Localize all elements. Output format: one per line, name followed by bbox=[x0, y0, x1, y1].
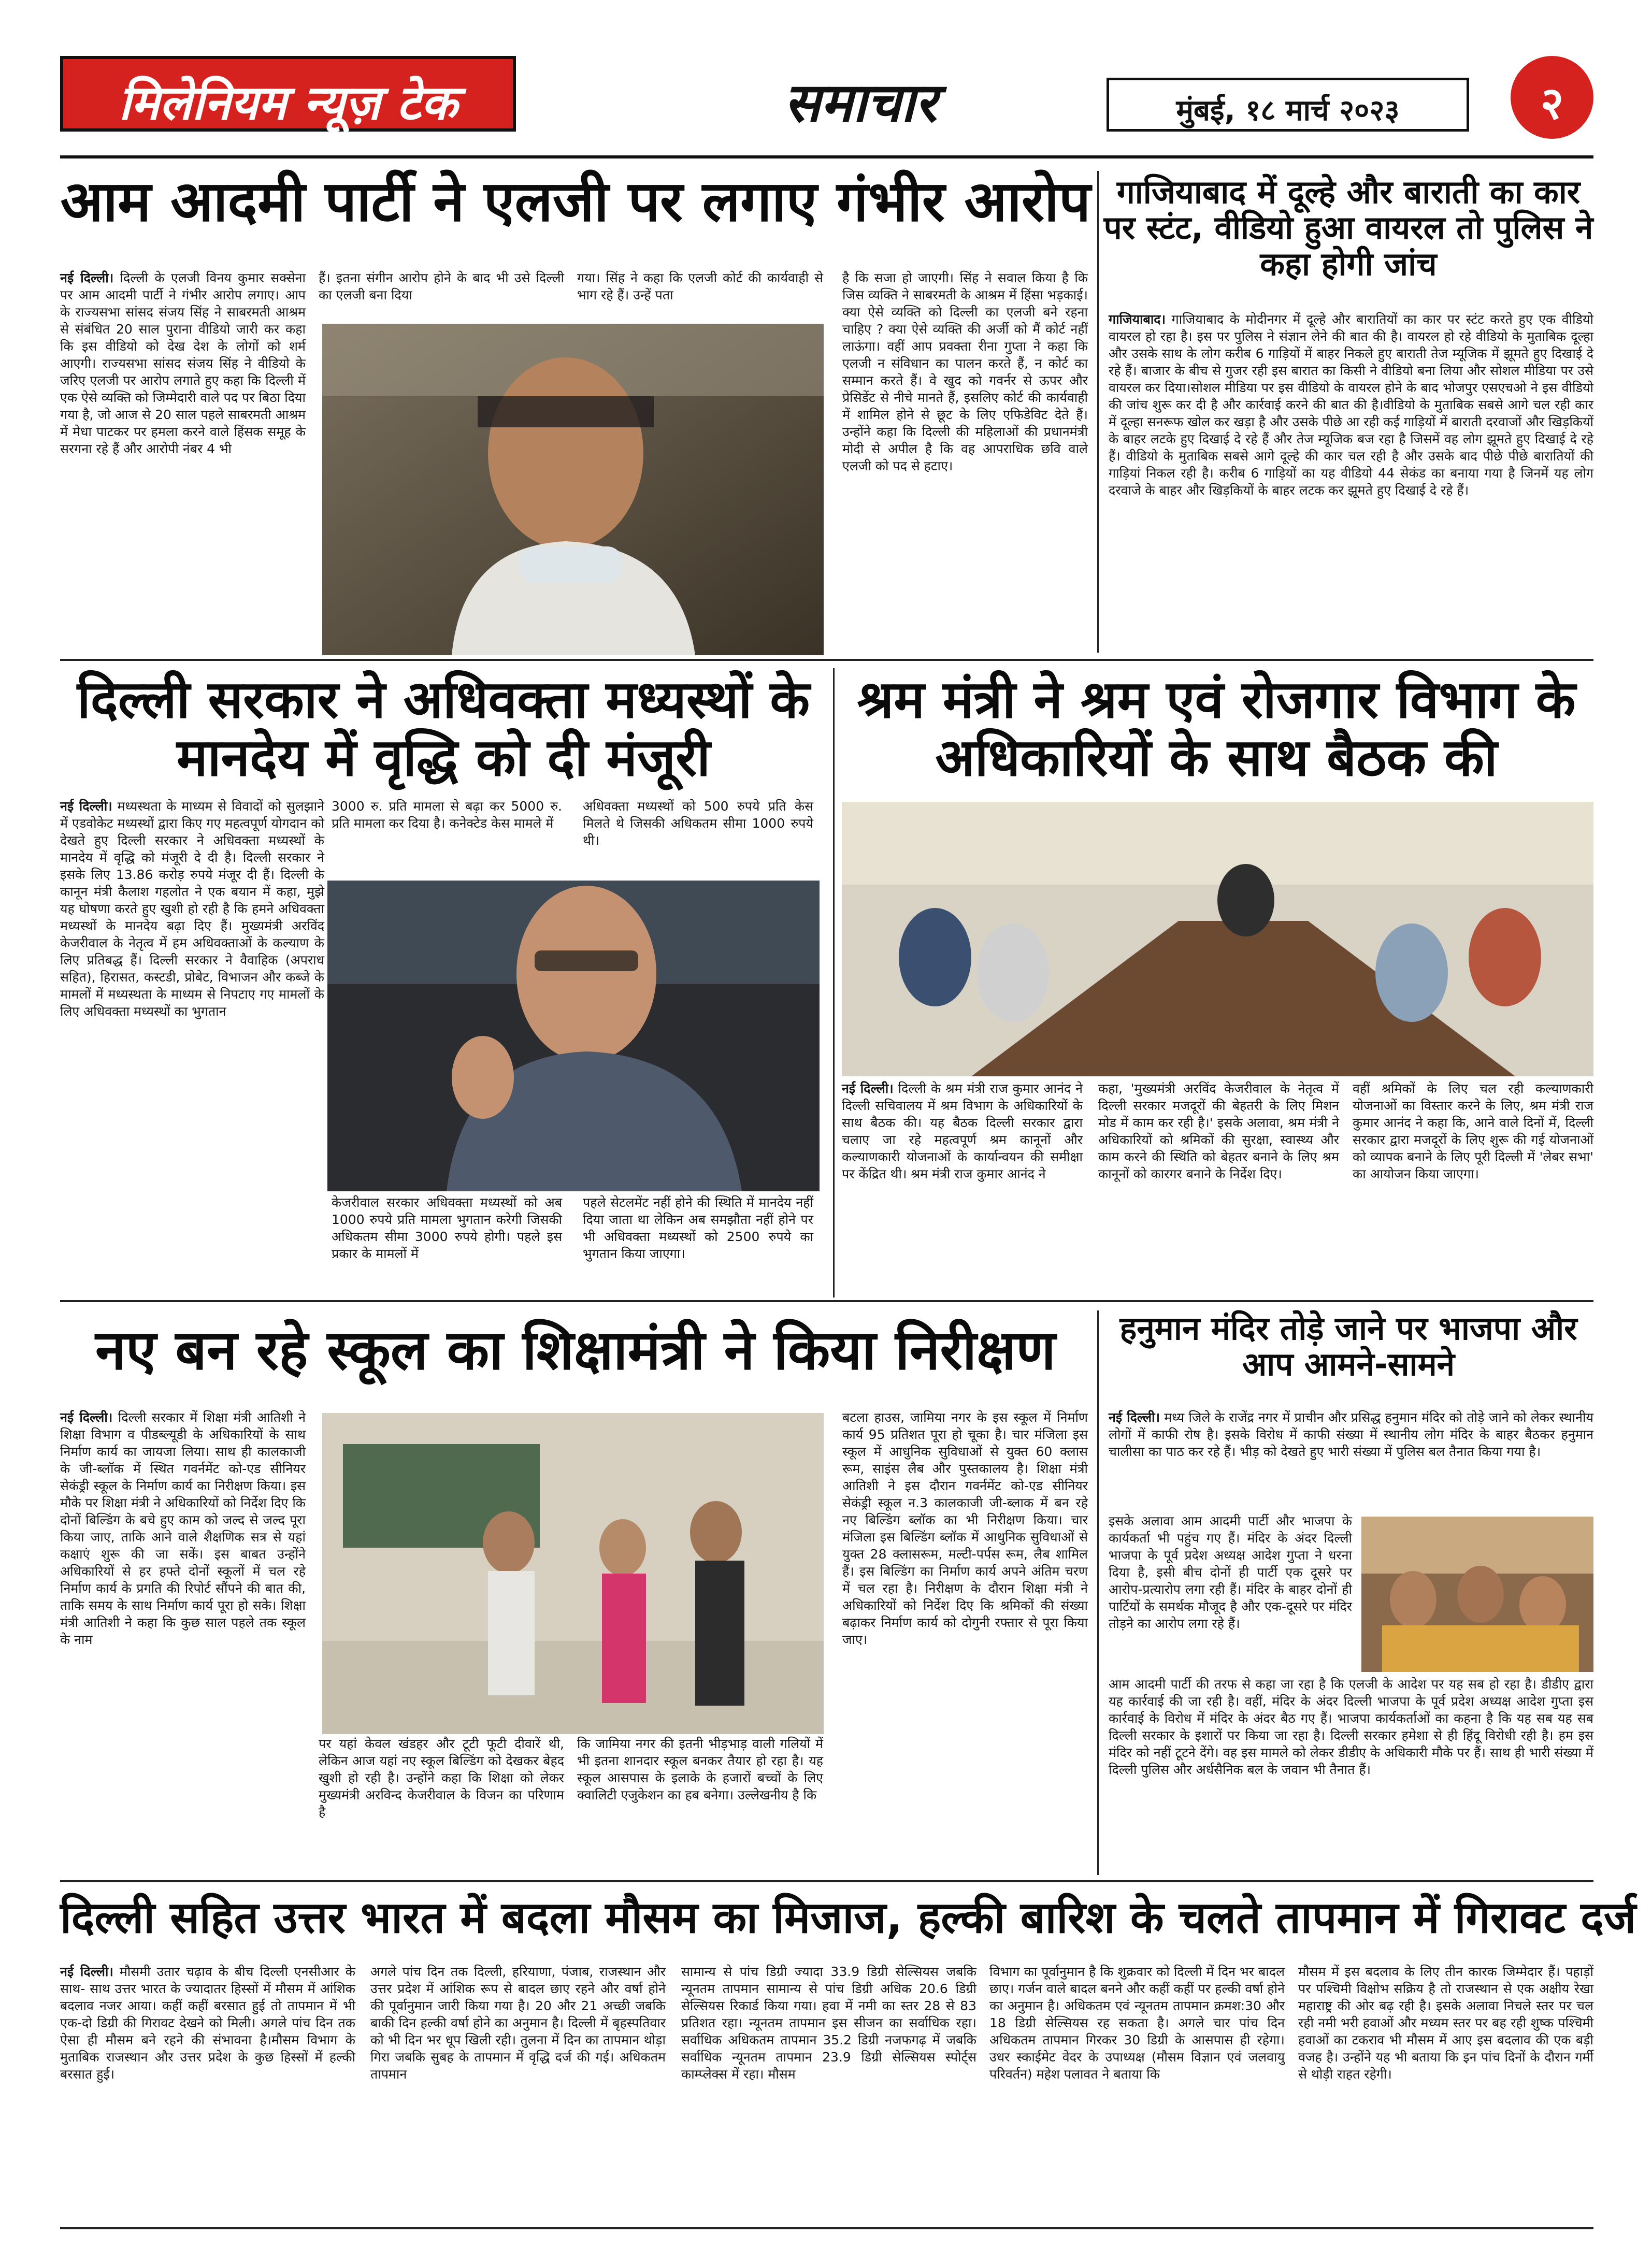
story3-col3-top bbox=[583, 798, 813, 849]
section-title bbox=[671, 56, 1050, 132]
story1-lead: नई दिल्ली। bbox=[60, 270, 114, 285]
story3-headline: दिल्ली सरकार ने अधिवक्ता मध्यस्थों के मानदेय में वृद्धि को दी मंजूरी bbox=[77, 669, 810, 788]
story6-body-bottom-text: आम आदमी पार्टी की तरफ से कहा जा रहा है कि एलजी के आदेश पर यह सब हो रहा है। डीडीए द्वारा यह कार्रवाई की जा रही है। वहीं, मंदिर के अंदर दिल्ली भाजपा के पूर्व प्रदेश अध्यक्ष आदेश गुप्ता इस कार्रवाई के विरोध में मंदिर के अंदर बैठ गए हैं। भाजपा कार्यकर्ताओं का कहना है कि यह सब यह सब दिल्ली सरकार के इशारों पर किया जा रहा है। दिल्ली सरकार हमेशा से ही हिंदू विरोधी रही है। हम इस मंदिर को नहीं टूटने देंगे। वह इस मामले को लेकर डीडीए के अधिकारी मौके पर हैं। साथ ही भारी संख्या में दिल्ली पुलिस और अर्धसैनिक बल के जवान भी तैनात हैं। bbox=[1109, 1677, 1593, 1777]
story3-col2-bottom-text: केजरीवाल सरकार अधिवक्ता मध्यस्थों को अब 1000 रुपये प्रति मामला भुगतान करेगी जिसकी अधिकतम सीमा 3000 रुपये होगी। पहले इस प्रकार के मामलों में bbox=[332, 1195, 562, 1261]
story3-photo bbox=[327, 881, 820, 1191]
story4-col2 bbox=[1098, 1080, 1339, 1183]
story4-divider bbox=[833, 668, 835, 1297]
story4-col3 bbox=[1353, 1080, 1593, 1183]
story4-col3-text: वहीं श्रमिकों के लिए चल रही कल्याणकारी योजनाओं का विस्तार करने के लिए, श्रम मंत्री राज कुमार आनंद ने कहा कि, आने वाले दिनों में, दिल्ली सरकार द्वारा मजदूरों के लिए शुरू की गई योजनाओं को व्यापक बनाने के लिए पूरी दिल्ली में 'लेबर सभा' का आयोजन किया जाएगा। bbox=[1353, 1081, 1593, 1181]
story3-col2-bottom bbox=[332, 1194, 562, 1262]
story7-col1 bbox=[60, 1963, 355, 2083]
section-rule-2 bbox=[60, 1300, 1593, 1302]
story7-lead: नई दिल्ली। bbox=[60, 1964, 113, 1979]
page-number-badge bbox=[1511, 56, 1593, 139]
story1-col3-text: गया। सिंह ने कहा कि एलजी कोर्ट की कार्यवाही से भाग रहे हैं। उन्हें पता bbox=[577, 270, 823, 302]
story5-col1 bbox=[60, 1409, 306, 1648]
story3-col1 bbox=[60, 798, 324, 1020]
story6-photo bbox=[1361, 1517, 1593, 1672]
story6-body-side-text: इसके अलावा आम आदमी पार्टी और भाजपा के कार्यकर्ता भी पहुंच गए हैं। मंदिर के अंदर दिल्ली भाजपा के पूर्व प्रदेश अध्यक्ष आदेश गुप्ता ने धरना दिया है, इसी बीच दोनों ही पार्टी एक दूसरे पर आरोप-प्रत्यारोप लगा रही हैं। मंदिर के बाहर दोनों ही पार्टियों के समर्थक मौजूद है और एक-दूसरे पर मंदिर तोड़ने का आरोप लगा रहे हैं। bbox=[1109, 1513, 1352, 1631]
story5-col2 bbox=[319, 1735, 564, 1821]
page-number: २ bbox=[1540, 78, 1564, 129]
footer-rule bbox=[60, 2227, 1593, 2229]
story6-lead: नई दिल्ली। bbox=[1109, 1410, 1160, 1425]
story2-headline: गाजियाबाद में दूल्हे और बाराती का कार पर स्टंट, वीडियो हुआ वायरल तो पुलिस ने कहा होगी जांच bbox=[1103, 173, 1593, 283]
story1-col2 bbox=[319, 269, 564, 304]
story7-col2 bbox=[370, 1963, 666, 2083]
story7-col1-text: मौसमी उतार चढ़ाव के बीच दिल्ली एनसीआर के साथ- साथ उत्तर भारत के ज्यादातर हिस्सों में मौसम में आंशिक बदलाव नजर आया। कहीं कहीं बरसात हुई तो तापमान में भी एक-दो डिग्री की गिरावट देखने को मिली। अगले पांच दिन तक ऐसा ही मौसम बने रहने की संभावना है।मौसम विभाग के मुताबिक राजस्थान और उत्तर प्रदेश के कुछ हिस्सों में हल्की बरसात हुई। bbox=[60, 1964, 355, 2082]
story6-body-top bbox=[1109, 1409, 1593, 1460]
story5-photo bbox=[322, 1413, 824, 1734]
story2-body-text: गाजियाबाद के मोदीनगर में दूल्हे और बारातियों का कार पर स्टंट करते हुए एक वीडियो वायरल हो रहा है। इस पर पुलिस ने संज्ञान लेने की बात की है। वायरल हो रहे वीडियो के मुताबिक दूल्हा और उसके साथ के लोग करीब 6 गाड़ियों में बाहर निकले हुए बाराती तेज म्यूजिक में झूमते हुए दिखाई दे रहे हैं। बाजार के बीच से गुजर रही इस बारात का किसी ने वीडियो बना लिया और सोशल मीडिया पर उसे वायरल कर दिया।सोशल मीडिया पर इस वीडियो के वायरल होने के बाद भोजपुर एसएचओ ने इस वीडियो की जांच शुरू कर दी है और कार्रवाई करने की बात की है।वीडियो के मुताबिक सबसे आगे चल रही कार में दूल्हा सनरूफ खोल कर खड़ा है और उसके पीछे आ रही कई गाड़ियों में बाराती दरवाजों और खिड़कियों के बाहर लटके हुए दिखाई दे रहे हैं और तेज म्यूजिक बज रहा है जिसमें वह लोग झूमते हुए दिखाई दे रहे हैं। वीडियो के मुताबिक सबसे आगे दूल्हे की कार चल रही है और उसके बाद पीछे पीछे बारातियों की गाड़ियां निकल रही है। करीब 6 गाड़ियों का यह वीडियो 44 सेकंड का बनाया गया है जिनमें यह लोग दरवाजे के बाहर और खिड़कियों के बाहर लटक कर झूमते हुए दिखाई दे रहे हैं। bbox=[1109, 312, 1593, 498]
story2-divider bbox=[1097, 171, 1099, 653]
story7-col4-text: विभाग का पूर्वानुमान है कि शुक्रवार को दिल्ली में दिन भर बादल छाए। गर्जन वाले बादल बनने और कहीं कहीं पर हल्की वर्षा होने का अनुमान है। अधिकतम एवं न्यूनतम तापमान क्रमश:30 और 18 डिग्री सेल्सियस रह सकता है। अगले चार पांच दिन अधिकतम तापमान गिरकर 30 डिग्री के आसपास ही रहेगा। उधर स्काईमेट वेदर के उपाध्यक्ष (मौसम विज्ञान एवं जलवायु परिवर्तन) महेश पलावत ने बताया कि bbox=[989, 1964, 1285, 2082]
story4-col2-text: कहा, 'मुख्यमंत्री अरविंद केजरीवाल के नेतृत्व में दिल्ली सरकार मजदूरों की बेहतरी के लिए मिशन मोड में काम कर रही है।' इसके अलावा, श्रम मंत्री ने अधिकारियों को श्रमिकों की सुरक्षा, स्वास्थ्य और काम करने की स्थिति को बेहतर बनाने के लिए श्रम कानूनों को कारगर बनाने के निर्देश दिए। bbox=[1098, 1081, 1339, 1181]
story1-col2-text: हैं। इतना संगीन आरोप होने के बाद भी उसे दिल्ली का एलजी बना दिया bbox=[319, 270, 564, 302]
story1-col1 bbox=[60, 269, 306, 457]
story7-col3 bbox=[681, 1963, 976, 2083]
story4-col1 bbox=[842, 1080, 1083, 1183]
masthead bbox=[60, 56, 1593, 152]
story6-body-side bbox=[1109, 1512, 1352, 1632]
story1-col4-text: है कि सजा हो जाएगी। सिंह ने सवाल किया है कि जिस व्यक्ति ने साबरमती के आश्रम में हिंसा भड़काई। क्या ऐसे व्यक्ति को दिल्ली का एलजी बने रहना चाहिए ? क्या ऐसे व्यक्ति की अर्जी को मैं कोर्ट नहीं लाऊंगा। वहीं आप प्रवक्ता रीना गुप्ता ने कहा कि एलजी न संविधान का पालन करते हैं, न कोर्ट का सम्मान करते हैं। वे खुद को गवर्नर से ऊपर और प्रेसिडेंट से नीचे मानते हैं, इसलिए कोर्ट की कार्यवाही में शामिल होने से छूट के लिए एफिडेविट देते हैं। उन्होंने कहा कि दिल्ली की महिलाओं की प्रधानमंत्री मोदी से अपील है कि वह आपराधिक छवि वाले एलजी को पद से हटाए। bbox=[842, 270, 1088, 473]
story4-headline: श्रम मंत्री ने श्रम एवं रोजगार विभाग के अधिकारियों के साथ बैठक की bbox=[857, 669, 1576, 788]
story7-headline: दिल्ली सहित उत्तर भारत में बदला मौसम का मिजाज, हल्की बारिश के चलते तापमान में गिरावट दर्ज bbox=[60, 1892, 1636, 1943]
story2-body bbox=[1109, 311, 1593, 499]
story7-col3-text: सामान्य से पांच डिग्री ज्यादा 33.9 डिग्री सेल्सियस जबकि न्यूनतम तापमान सामान्य से पांच डिग्री अधिक 20.6 डिग्री सेल्सियस रिकार्ड किया गया। हवा में नमी का स्तर 28 से 83 प्रतिशत रहा। न्यूनतम तापमान इस सीजन का सर्वाधिक रहा। सर्वाधिक अधिकतम तापमान 35.2 डिग्री नजफगढ़ में जबकि सर्वाधिक न्यूनतम तापमान 23.9 डिग्री सेल्सियस स्पोर्ट्स काम्प्लेक्स में रहा। मौसम bbox=[681, 1964, 976, 2082]
story1-col3 bbox=[577, 269, 823, 304]
story1-col1-text: दिल्ली के एलजी विनय कुमार सक्सेना पर आम आदमी पार्टी ने गंभीर आरोप लगाए। आप के राज्यसभा सांसद संजय सिंह ने साबरमती आश्रम से संबंधित 20 साल पुराना वीडियो जारी कर कहा कि इस वीडियो को देख देश के लोगों को शर्म आएगी। राज्यसभा सांसद संजय सिंह ने वीडियो के जरिए एलजी पर आरोप लगाते हुए कहा कि दिल्ली में एक ऐसे व्यक्ति को जिम्मेदारी वाले पद पर बिठा दिया गया है, जो आज से 20 साल पहले साबरमती आश्रम में मेधा पाटकर पर हमला करने वाले हिंसक समूह के सरगना रहे हैं और आरोपी नंबर 4 भी bbox=[60, 270, 306, 456]
story5-col3-text: कि जामिया नगर की इतनी भीड़भाड़ वाली गलियों में भी इतना शानदार स्कूल बनकर तैयार हो रहा है। यह स्कूल आसपास के इलाके के हजारों बच्चों के लिए क्वालिटी एजुकेशन का हब बनेगा। उल्लेखनीय है कि bbox=[577, 1736, 823, 1802]
story4-lead: नई दिल्ली। bbox=[842, 1081, 894, 1096]
story6-body-top-text: मध्य जिले के राजेंद्र नगर में प्राचीन और प्रसिद्ध हनुमान मंदिर को तोड़े जाने को लेकर स्थानीय लोगों में काफी रोष है। इसके विरोध में काफी संख्या में स्थानीय लोग मंदिर के बाहर बैठकर हनुमान चालीसा का पाठ कर रहे हैं। भीड़ को देखते हुए भारी संख्या में पुलिस बल तैनात किया गया है। bbox=[1109, 1410, 1593, 1459]
story5-lead: नई दिल्ली। bbox=[60, 1410, 113, 1425]
brand-logo bbox=[60, 56, 516, 132]
story3-col1-text: मध्यस्थता के माध्यम से विवादों को सुलझाने में एडवोकेट मध्यस्थों द्वारा किए गए महत्वपूर्ण योगदान को देखते हुए दिल्ली सरकार ने अधिवक्ता मध्यस्थों के मानदेय में वृद्धि को मंजूरी दे दी है। दिल्ली सरकार ने इसके लिए 13.86 करोड़ रुपये मंजूर दी हैं। दिल्ली के कानून मंत्री कैलाश गहलोत ने एक बयान में कहा, मुझे यह घोषणा करते हुए खुशी हो रही है कि हमने अधिवक्ता मध्यस्थों के मानदेय बढ़ा दिए हैं। मुख्यमंत्री अरविंद केजरीवाल के नेतृत्व में हम अधिवक्ताओं के कल्याण के लिए प्रतिबद्ध हैं। दिल्ली सरकार ने वैवाहिक (अपराध सहित), हिरासत, कस्टडी, प्रोबेट, विभाजन और कब्जे के मामलों में मध्यस्थता के माध्यम से निपटाए गए मामलों के लिए अधिवक्ता मध्यस्थों का भुगतान bbox=[60, 799, 325, 1019]
dateline-box bbox=[1107, 78, 1469, 132]
story5-col4 bbox=[842, 1409, 1088, 1648]
story3-lead: नई दिल्ली। bbox=[60, 799, 112, 814]
story3-col3-bottom bbox=[583, 1194, 813, 1262]
story5-col3 bbox=[577, 1735, 823, 1804]
story3-col3-bottom-text: पहले सेटलमेंट नहीं होने की स्थिति में मानदेय नहीं दिया जाता था लेकिन अब समझौता नहीं होने पर भी अधिवक्ता मध्यस्थों को 2500 रुपये का भुगतान किया जाएगा। bbox=[583, 1195, 813, 1261]
section-name: समाचार bbox=[784, 71, 937, 134]
story7-col5-text: मौसम में इस बदलाव के लिए तीन कारक जिम्मेदार हैं। पहाड़ों पर पश्चिमी विक्षोभ सक्रिय है तो राजस्थान से एक अक्षीय रेखा महाराष्ट्र की ओर बढ़ रही है। इसके अलावा निचले स्तर पर चल रही नमी भरी हवाओं और मध्यम स्तर पर बह रही शुष्क पश्चिमी हवाओं का टकराव भी मौसम में आए इस बदलाव की एक बड़ी वजह है। उन्होंने यह भी बताया कि इन पांच दिनों के दौरान गर्मी से थोड़ी राहत रहेगी। bbox=[1298, 1964, 1593, 2082]
story4-col1-text: दिल्ली के श्रम मंत्री राज कुमार आनंद ने दिल्ली सचिवालय में श्रम विभाग के अधिकारियों के साथ बैठक की। यह बैठक दिल्ली सरकार द्वारा चलाए जा रहे महत्वपूर्ण श्रम कानूनों और कल्याणकारी योजनाओं के कार्यान्वयन की समीक्षा पर केंद्रित थी। श्रम मंत्री राज कुमार आनंद ने bbox=[842, 1081, 1083, 1181]
section-rule-3 bbox=[60, 1880, 1593, 1882]
masthead-rule bbox=[60, 155, 1593, 158]
story1-photo bbox=[322, 324, 824, 655]
story1-col4 bbox=[842, 269, 1088, 474]
story5-headline: नए बन रहे स्कूल का शिक्षामंत्री ने किया निरीक्षण bbox=[95, 1318, 1056, 1382]
story5-col4-text: बटला हाउस, जामिया नगर के इस स्कूल में निर्माण कार्य 95 प्रतिशत पूरा हो चूका है। चार मंजिला इस स्कूल में आधुनिक सुविधाओं से युक्त 60 क्लास रूम, साइंस लैब और पुस्तकालय है। शिक्षा मंत्री आतिशी ने इस दौरान गवर्नमेंट को-एड सीनियर सेकंड्री स्कूल न.3 कालकाजी जी-ब्लाक में बन रहे नए बिल्डिंग ब्लॉक का भी निरीक्षण किया। चार मंजिला इस बिल्डिंग ब्लॉक में आधुनिक सुविधाओं से युक्त 28 क्लासरूम, मल्टी-पर्पस रूम, लैब शामिल हैं। इस बिल्डिंग का निर्माण कार्य अपने अंतिम चरण में चल रहा है। निरीक्षण के दौरान शिक्षा मंत्री ने अधिकारियों को निर्देश दिए कि श्रमिकों की संख्या बढ़ाकर निर्माण कार्य को दोगुनी रफ्तार से पूरा किया जाए। bbox=[842, 1410, 1088, 1647]
story7-col5 bbox=[1298, 1963, 1593, 2083]
story5-col1-text: दिल्ली सरकार में शिक्षा मंत्री आतिशी ने शिक्षा विभाग व पीडब्ल्यूडी के अधिकारियों के साथ निर्माण कार्य का जायजा लिया। साथ ही कालकाजी के जी-ब्लॉक में स्थित गवर्नमेंट को-एड सीनियर सेकंड्री स्कूल के निर्माण कार्य का निरीक्षण किया। इस मौके पर शिक्षा मंत्री ने अधिकारियों को निर्देश दिए कि दोनों बिल्डिंग के बचे हुए काम को जल्द से जल्द पूरा किया जाए, ताकि आने वाले शैक्षणिक सत्र से यहां कक्षाएं शुरू की जा सकें। इस बाबत उन्होंने अधिकारियों से हर हफ्ते दोनों स्कूलों में चल रहे निर्माण कार्य के प्रगति की रिपोर्ट सौंपने की बात की, ताकि समय के साथ निर्माण कार्य पूरा हो सके। शिक्षा मंत्री आतिशी ने कहा कि कुछ साल पहले तक स्कूल के नाम bbox=[60, 1410, 306, 1647]
story3-col2-top bbox=[332, 798, 562, 832]
story7-col2-text: अगले पांच दिन तक दिल्ली, हरियाणा, पंजाब, राजस्थान और उत्तर प्रदेश में आंशिक रूप से बादल छाए रहने और वर्षा होने की पूर्वानुमान जारी किया गया है। 20 और 21 अच्छी जबकि बाकी दिन हल्की वर्षा होने का अनुमान है। दिल्ली में बृहस्पतिवार को भी दिन भर धूप खिली रही। तुलना में दिन का तापमान थोड़ा गिरा जबकि सुबह के तापमान में वृद्धि दर्ज की गई। अधिकतम तापमान bbox=[370, 1964, 666, 2082]
story3-col2-top-text: 3000 रु. प्रति मामला से बढ़ा कर 5000 रु. प्रति मामला कर दिया है। कनेक्टेड केस मामले में bbox=[332, 799, 562, 831]
story4-photo bbox=[842, 802, 1593, 1076]
story6-divider bbox=[1097, 1310, 1099, 1875]
dateline: मुंबई, १८ मार्च २०२३ bbox=[1176, 94, 1400, 127]
brand-name: मिलेनियम न्यूज़ टेक bbox=[118, 75, 458, 131]
story3-col3-top-text: अधिवक्ता मध्यस्थों को 500 रुपये प्रति केस मिलते थे जिसकी अधिकतम सीमा 1000 रुपये थी। bbox=[583, 799, 813, 848]
story1-headline: आम आदमी पार्टी ने एलजी पर लगाए गंभीर आरोप bbox=[60, 169, 1091, 234]
story7-col4 bbox=[989, 1963, 1285, 2083]
section-rule-1 bbox=[60, 659, 1593, 661]
story6-body-bottom bbox=[1109, 1676, 1593, 1778]
story5-col2-text: पर यहां केवल खंडहर और टूटी फूटी दीवारें थी, लेकिन आज यहां नए स्कूल बिल्डिंग को देखकर बेहद खुशी हो रही है। उन्होंने कहा कि शिक्षा को लेकर मुख्यमंत्री अरविन्द केजरीवाल के विजन का परिणाम है bbox=[319, 1736, 564, 1820]
story6-headline: हनुमान मंदिर तोड़े जाने पर भाजपा और आप आमने-सामने bbox=[1119, 1309, 1577, 1383]
story2-lead: गाजियाबाद। bbox=[1109, 312, 1166, 327]
